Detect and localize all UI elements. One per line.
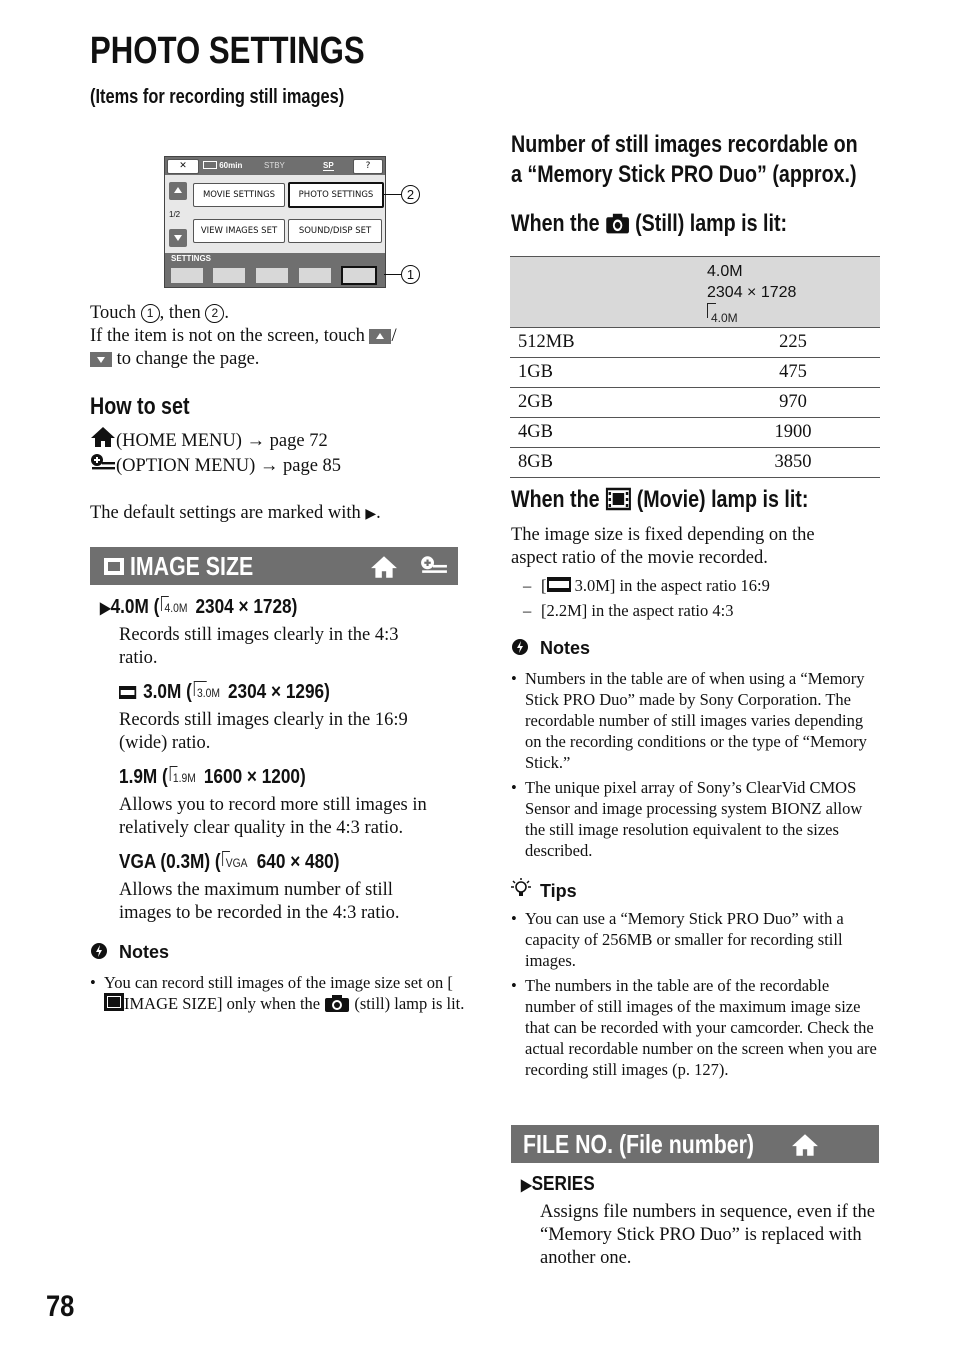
- table-row: 8GB 3850: [510, 448, 880, 478]
- list-item: • The unique pixel array of Sony’s ClearVid CMOS Sensor and image processing system BIONZ allow the still image resolution equivalent to the sizes described.: [511, 777, 877, 861]
- page-up-icon: [369, 329, 391, 344]
- option-menu-icon: [420, 555, 448, 577]
- notes-icon: [90, 942, 108, 960]
- category-tabs: [165, 264, 385, 287]
- image-size-option-1-9m: 1.9M ( 1.9M 1600 × 1200): [119, 766, 306, 788]
- recordable-heading: Number of still images recordable on a “Memory Stick PRO Duo” (approx.): [511, 131, 858, 188]
- recordable-rows: [510, 328, 880, 478]
- tab-playback-icon[interactable]: [213, 268, 245, 283]
- table-header: [510, 256, 880, 328]
- camera-icon: [324, 993, 350, 1013]
- recordable-table: [510, 256, 880, 478]
- movie-lamp-list: – [ 3.0M] in the aspect ratio 16:9 – [2.2M] in the aspect ratio 4:3: [511, 573, 881, 623]
- size-3m-icon: 3.0M: [192, 681, 225, 701]
- tips-list: [511, 908, 877, 1080]
- quality-sp-icon: SP: [323, 161, 334, 170]
- home-icon: [90, 426, 116, 448]
- notes-icon: [511, 638, 529, 656]
- home-icon: [791, 1133, 819, 1157]
- callout-1: 1: [401, 265, 420, 285]
- settings-category-label: SETTINGS: [165, 253, 385, 264]
- image-size-small-icon: [104, 993, 124, 1011]
- image-size-bar: [90, 547, 458, 585]
- wide-frame-icon: [119, 686, 136, 699]
- option-menu-icon: [90, 453, 116, 473]
- size-vga-icon: VGA: [221, 851, 254, 871]
- standby-status: STBY: [264, 161, 285, 170]
- callout-2: 2: [401, 185, 420, 205]
- wide-frame-icon: [547, 577, 571, 592]
- file-no-title: FILE NO. (File number): [523, 1129, 754, 1159]
- tab-list-icon[interactable]: [256, 268, 288, 283]
- callout-line-2: [384, 194, 402, 195]
- table-row: 4GB 1900: [510, 418, 880, 448]
- page-indicator: 1/2: [169, 210, 181, 219]
- photo-settings-button[interactable]: PHOTO SETTINGS: [288, 182, 384, 208]
- image-size-option-3m: 3.0M ( 3.0M 2304 × 1296): [119, 681, 364, 704]
- tab-settings-icon[interactable]: [341, 266, 377, 285]
- image-size-desc-vga: Allows the maximum number of still images to be recorded in the 4:3 ratio.: [119, 880, 400, 923]
- home-icon: [370, 555, 398, 579]
- image-size-desc-3m: Records still images clearly in the 16:9 (wide) ratio.: [119, 710, 408, 753]
- lightbulb-icon: [511, 878, 531, 900]
- header-resolution: 2304 × 1728: [707, 284, 797, 301]
- size-1-9m-icon: 1.9M: [168, 766, 201, 786]
- list-item: • The numbers in the table are of the recordable number of still images of the maximum image size that can be recorded with your camcorder. Check the actual recordable number on the screen when you are recording still images (p. 127).: [511, 975, 877, 1080]
- help-button[interactable]: ?: [353, 159, 383, 174]
- page-number: 78: [46, 1290, 75, 1323]
- page-down-button[interactable]: [169, 229, 187, 247]
- lcd-screen-illustration: [164, 156, 386, 288]
- how-to-set-steps: (HOME MENU) → page 72 (OPTION MENU) → page 85 The default settings are marked with ▶.: [90, 426, 460, 526]
- list-item: • You can use a “Memory Stick PRO Duo” with a capacity of 256MB or smaller for recording still images.: [511, 908, 877, 971]
- note-image-size: • You can record still images of the image size set on [IMAGE SIZE] only when the (still) lamp is lit.: [90, 972, 470, 1014]
- page-up-button[interactable]: [169, 182, 187, 200]
- list-item: • Numbers in the table are of when using a “Memory Stick PRO Duo” made by Sony Corporation. The recordable number of still images varies depending on the recording conditions or the type of “Memory Stick.”: [511, 668, 877, 773]
- still-lamp-heading: When the (Still) lamp is lit:: [511, 210, 788, 237]
- tab-printer-icon[interactable]: [299, 268, 331, 283]
- header-size: 4.0M: [707, 263, 743, 280]
- how-to-set-heading: How to set: [90, 393, 190, 420]
- page-title: PHOTO SETTINGS: [90, 30, 365, 72]
- movie-lamp-desc: The image size is fixed depending on the aspect ratio of the movie recorded.: [511, 525, 815, 568]
- table-row: 1GB 475: [510, 358, 880, 388]
- notes-list-right: [511, 668, 877, 861]
- notes-heading-left: Notes: [90, 942, 169, 963]
- sound-disp-set-button[interactable]: SOUND/DISP SET: [288, 219, 382, 243]
- file-no-option-series: ▶SERIES: [521, 1173, 595, 1195]
- camera-icon: [605, 211, 630, 235]
- callout-line-1: [384, 274, 402, 275]
- page-subtitle: (Items for recording still images): [90, 86, 345, 108]
- notes-heading-right: Notes: [511, 638, 590, 659]
- movie-lamp-heading: When the (Movie) lamp is lit:: [511, 486, 809, 513]
- battery-indicator: 60min: [203, 161, 242, 170]
- table-row: 512MB 225: [510, 328, 880, 358]
- image-size-title: IMAGE SIZE: [130, 551, 254, 581]
- size-4m-icon: 4.0M: [159, 596, 192, 616]
- tab-movie-icon[interactable]: [171, 268, 203, 283]
- tips-heading: Tips: [511, 878, 577, 902]
- movie-settings-button[interactable]: MOVIE SETTINGS: [193, 183, 285, 207]
- image-size-desc-4m: Records still images clearly in the 4:3 ratio.: [119, 625, 399, 668]
- close-button[interactable]: ✕: [167, 159, 199, 174]
- movie-film-icon: [605, 487, 631, 511]
- intro-text: Touch 1 , then 2 . If the item is not on the screen, touch / to change the page.: [90, 303, 397, 369]
- page-down-icon: [90, 352, 112, 367]
- view-images-set-button[interactable]: VIEW IMAGES SET: [193, 219, 285, 243]
- image-size-option-4m: ▶4.0M ( 4.0M 2304 × 1728): [100, 596, 298, 618]
- image-size-option-vga: VGA (0.3M) ( VGA 640 × 480): [119, 851, 340, 873]
- image-size-icon: [104, 558, 124, 575]
- image-size-desc-1-9m: Allows you to record more still images in relatively clear quality in the 4:3 ratio.: [119, 795, 427, 838]
- table-row: 2GB 970: [510, 388, 880, 418]
- file-no-bar: [511, 1125, 879, 1163]
- battery-icon: [203, 161, 217, 169]
- header-size-icon: 4.0M: [707, 303, 796, 323]
- file-no-desc: Assigns file numbers in sequence, even if the “Memory Stick PRO Duo” is replaced with another one.: [540, 1202, 875, 1268]
